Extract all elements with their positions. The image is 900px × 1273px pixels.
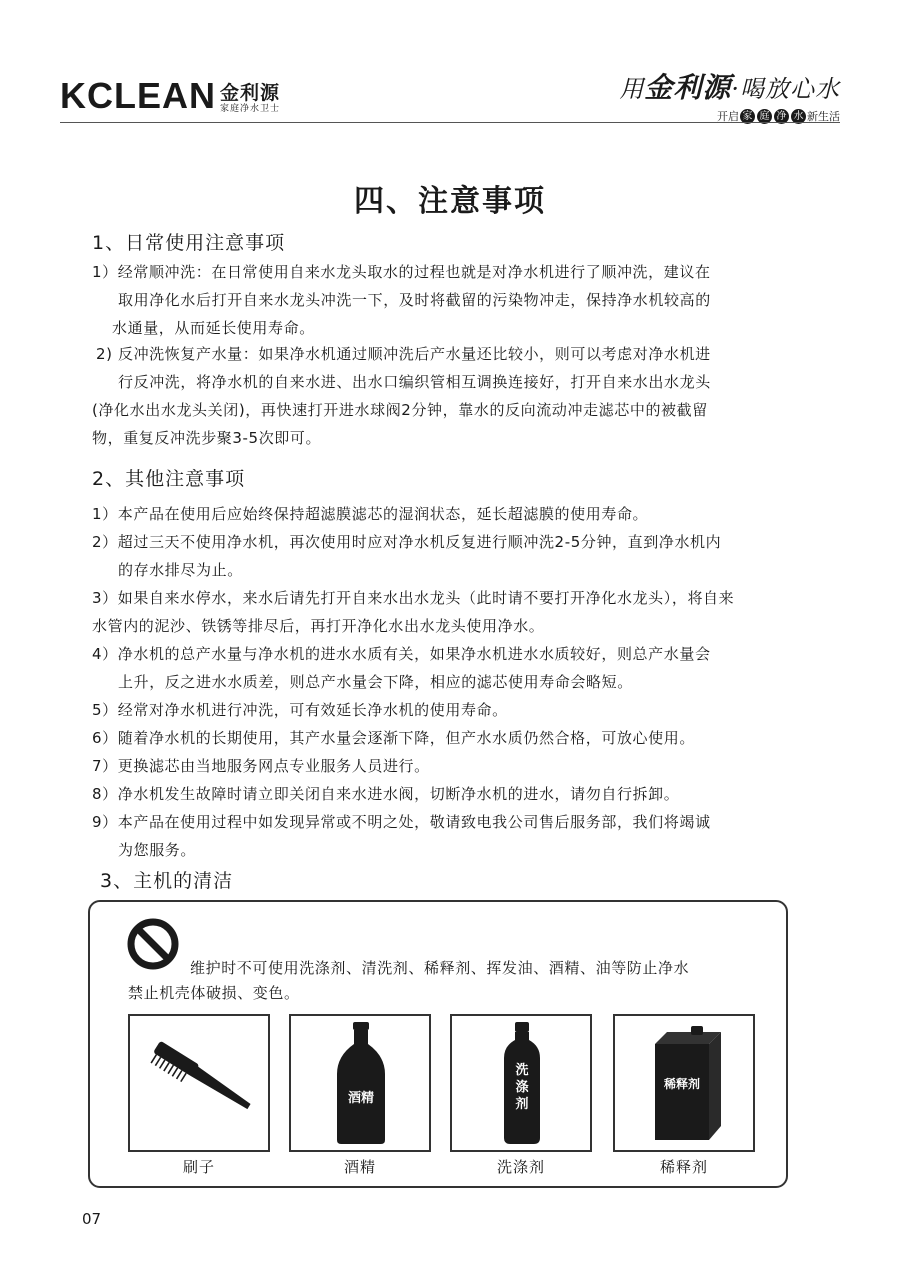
tile-detergent [450,1014,592,1152]
brush-icon [130,1016,268,1150]
list-item: 5）经常对净水机进行冲洗，可有效延长净水机的使用寿命。 [92,701,508,719]
list-item: 4）净水机的总产水量与净水机的进水水质有关，如果净水机进水水质较好，则总产水量会 [92,645,711,663]
brand-name-cn: 金利源 [220,82,281,104]
list-item: 的存水排尽为止。 [118,561,243,579]
brand-name-en: KCLEAN [60,75,216,116]
list-item: 1）本产品在使用后应始终保持超滤膜滤芯的湿润状态，延长超滤膜的使用寿命。 [92,505,649,523]
brand-logo [60,75,281,116]
list-item: 9）本产品在使用过程中如发现异常或不明之处，敬请致电我公司售后服务部，我们将竭诚 [92,813,711,831]
header-divider [60,122,840,123]
detergent-bottle-icon [452,1016,590,1150]
cleaning-warning-box [88,900,788,1188]
brand-tagline: 家庭净水卫士 [220,104,281,114]
slogan-subline: 开启 家 庭 净 水 新生活 [717,110,840,123]
list-item: 水管内的泥沙、铁锈等排尽后，再打开净化水出水龙头使用净水。 [92,617,545,635]
thinner-can-icon [615,1016,753,1150]
cleaning-warning-text: 维护时不可使用洗涤剂、清洗剂、稀释剂、挥发油、酒精、油等防止净水 禁止机壳体破损、变色。 [128,959,690,1002]
tile-thinner [613,1014,755,1152]
tile-label-thinner: 稀释剂 [659,1158,708,1176]
tile-label-detergent: 洗涤剂 [496,1158,545,1176]
section-heading-daily: 1、日常使用注意事项 [92,232,286,254]
other-items-list [92,500,862,864]
tile-label-brush: 刷子 [182,1158,215,1176]
list-item: 为您服务。 [118,841,197,859]
section-heading-other: 2、其他注意事项 [92,468,246,490]
alcohol-bottle-icon [291,1016,429,1150]
list-item: 7）更换滤芯由当地服务网点专业服务人员进行。 [92,757,430,775]
list-item: 8）净水机发生故障时请立即关闭自来水进水阀，切断净水机的进水，请勿自行拆卸。 [92,785,680,803]
slogan: 用金利源·喝放心水 [619,71,840,104]
list-item: 2）超过三天不使用净水机，再次使用时应对净水机反复进行顺冲洗2-5分钟，直到净水机内 [92,533,722,551]
page-title: 四、注意事项 [354,184,546,219]
tile-brush [128,1014,270,1152]
list-item: 6）随着净水机的长期使用，其产水量会逐渐下降，但产水水质仍然合格，可放心使用。 [92,729,695,747]
daily-item-1: 1）经常顺冲洗：在日常使用自来水龙头取水的过程也就是对净水机进行了顺冲洗，建议在 取用净化水后打开自来水龙头冲洗一下，及时将截留的污染物冲走，保持净水机较高的 水通量，从而延长使用寿命。 [92,263,711,337]
bottle-label-char: 剂 [515,1097,529,1112]
page-number: 07 [82,1210,102,1228]
daily-item-2: 2) 反冲洗恢复产水量：如果净水机通过顺冲洗后产水量还比较小，则可以考虑对净水机进 行反冲洗，将净水机的自来水进、出水口编织管相互调换连接好，打开自来水出水龙头 (净化水出水龙头关闭)，再快速打开进水球阀2分钟，靠水的反向流动冲走滤芯中的被截留 物，重复反冲洗步聚3-5次即可。 [92,345,711,447]
section-heading-cleaning: 3、主机的清洁 [100,870,234,892]
bottle-label-char: 涤 [515,1080,529,1095]
tile-label-alcohol: 酒精 [343,1158,376,1176]
bottle-label-char: 洗 [515,1063,529,1078]
list-item: 上升，反之进水水质差，则总产水量会下降，相应的滤芯使用寿命会略短。 [118,673,633,691]
bottle-label: 酒精 [347,1091,375,1106]
list-item: 3）如果自来水停水，来水后请先打开自来水出水龙头（此时请不要打开净化水龙头），将自来 [92,589,735,607]
tile-alcohol [289,1014,431,1152]
slogan-logo [619,66,840,124]
can-label: 稀释剂 [663,1077,701,1091]
